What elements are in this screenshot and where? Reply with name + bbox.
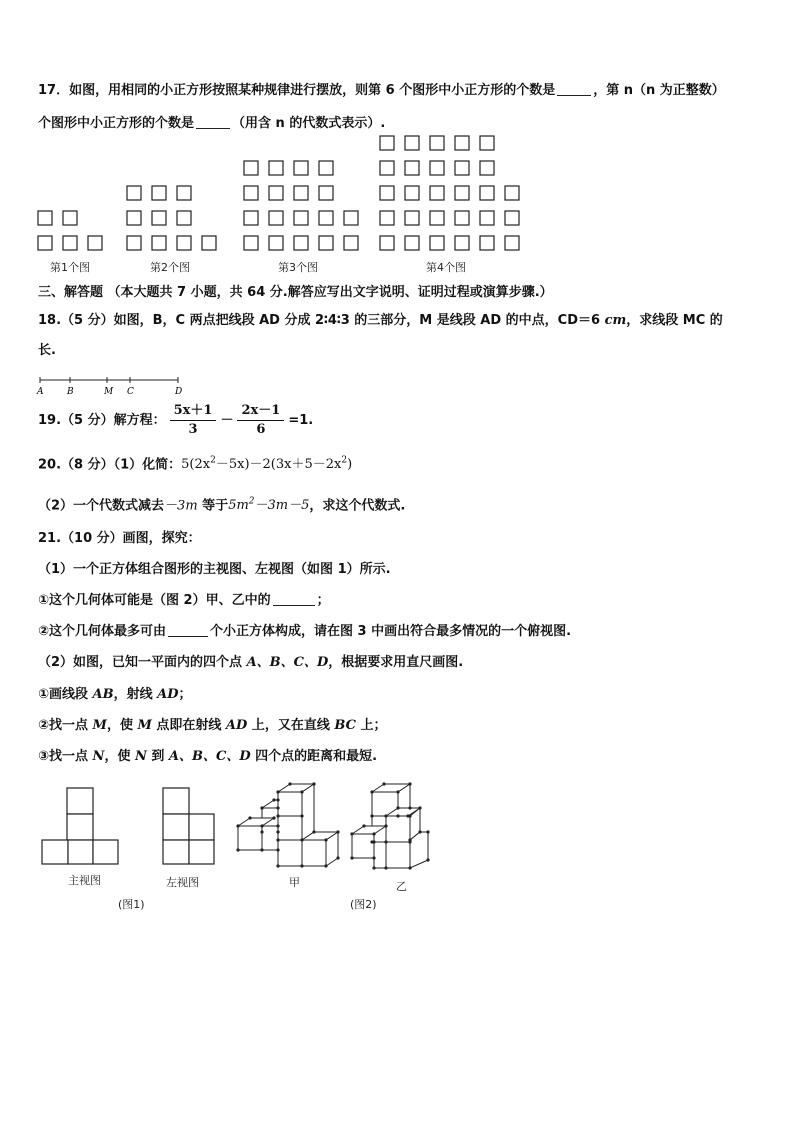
vertex-dot	[260, 806, 263, 809]
pattern-4-square	[455, 186, 469, 200]
pattern-2-square	[202, 236, 216, 250]
vertex-dot	[408, 838, 411, 841]
pattern-1-square	[38, 211, 52, 225]
vertex-dot	[276, 798, 279, 801]
q18-text: 18.（5 分）如图，B，C 两点把线段 AD 分成 2∶4∶3 的三部分，M 是线段 AD 的中点，CD＝6	[38, 313, 605, 328]
q18-text-b: ，求线段 MC 的	[626, 313, 723, 328]
q21-s1-text-c: ；	[178, 687, 192, 702]
pattern-2-square	[152, 211, 166, 225]
vertex-dot	[372, 832, 375, 835]
vertex-dot	[276, 824, 279, 827]
pattern-2-square	[127, 211, 141, 225]
q20-expr-result: $5m^2-3m-5$	[228, 497, 310, 514]
point-label-D: D	[175, 387, 183, 397]
q21-s2-m2: M	[137, 718, 152, 733]
pattern-3-square	[244, 236, 258, 250]
vertex-dot	[426, 830, 429, 833]
q21-s3-points: A、B、C、D	[168, 749, 251, 764]
vertex-dot	[312, 830, 315, 833]
q21-s3-text: ③找一点	[38, 749, 93, 764]
q17-blank-nth[interactable]	[196, 114, 230, 129]
left-view-figure	[163, 788, 214, 864]
section-3-title: 三、解答题 （本大题共 7 小题，共 64 分.解答应写出文字说明、证明过程或演算步骤.）	[38, 285, 553, 300]
vertex-dot	[408, 782, 411, 785]
vertex-dot	[418, 806, 421, 809]
vertex-dot	[408, 806, 411, 809]
point-label-M: M	[104, 387, 114, 397]
q21-p2-text-b: ，根据要求用直尺画图.	[328, 655, 464, 670]
q21-p1: （1）一个正方体组合图形的主视图、左视图（如图 1）所示.	[38, 562, 391, 577]
q20-part1	[38, 451, 352, 475]
q21-s2-m: M	[92, 718, 107, 733]
q19-fraction-1	[170, 402, 217, 439]
q17-caption-1: 第1个图	[50, 261, 90, 274]
vertex-dot	[408, 814, 411, 817]
vertex-dot	[336, 856, 339, 859]
vertex-dot	[300, 838, 303, 841]
q19-text: 19.（5 分）解方程：	[38, 413, 166, 428]
vertex-dot	[276, 848, 279, 851]
vertex-dot	[370, 790, 373, 793]
pattern-2-square	[177, 211, 191, 225]
vertex-dot	[276, 814, 279, 817]
point-label-B: B	[67, 387, 74, 397]
q21-figures	[0, 780, 794, 930]
vertex-dot	[382, 782, 385, 785]
pattern-1-square	[63, 211, 77, 225]
front-view-caption: 主视图	[68, 874, 101, 887]
q17-text-b: ，第 n（n 为正整数）	[593, 83, 725, 98]
pattern-4-square	[430, 136, 444, 150]
pattern-4-square	[430, 186, 444, 200]
q21-s1-text: ①画线段	[38, 687, 93, 702]
q20-expr-a: 5(2x	[181, 457, 211, 473]
q21-p1a-text-b: ；	[316, 593, 330, 608]
figure-2-caption: (图2)	[350, 898, 377, 911]
pattern-3-square	[319, 161, 333, 175]
pattern-4-square	[455, 161, 469, 175]
q19-rhs: =1.	[288, 413, 314, 428]
vertex-dot	[324, 838, 327, 841]
q19-num-2: 2x－1	[237, 402, 284, 421]
pattern-4-square	[505, 236, 519, 250]
pattern-3-square	[344, 211, 358, 225]
q21-p1a-text: ①这个几何体可能是（图 2）甲、乙中的	[38, 593, 271, 608]
vertex-dot	[384, 866, 387, 869]
vertex-dot	[362, 824, 365, 827]
vertex-dot	[300, 864, 303, 867]
q20-part2	[38, 492, 405, 516]
yi-caption: 乙	[396, 880, 407, 893]
q19-den-1: 3	[188, 422, 198, 437]
vertex-dot	[372, 866, 375, 869]
pattern-2-square	[177, 236, 191, 250]
vertex-dot	[288, 782, 291, 785]
q20-expr-rest: －3m－5	[254, 498, 310, 514]
q21-step1	[38, 685, 192, 705]
pattern-3-square	[269, 186, 283, 200]
pattern-3-square	[294, 186, 308, 200]
pattern-4-square	[405, 161, 419, 175]
q17-caption-3: 第3个图	[278, 261, 318, 274]
pattern-4-square	[455, 211, 469, 225]
q21-s2-bc: BC	[334, 718, 356, 733]
q20-part2-text: （2）一个代数式减去	[38, 498, 165, 514]
vertex-dot	[418, 830, 421, 833]
point-label-C: C	[127, 387, 134, 397]
pattern-1-square	[38, 236, 52, 250]
vertex-dot	[260, 848, 263, 851]
q21-s3-text-d: 四个点的距离和最短.	[250, 749, 378, 764]
q21-title: 21.（10 分）画图，探究：	[38, 531, 201, 546]
pattern-3-square	[269, 236, 283, 250]
jia-caption: 甲	[289, 876, 300, 889]
q19-fraction-2	[237, 402, 284, 439]
vertex-dot	[260, 830, 263, 833]
q21-s2-text-c: 点即在射线	[151, 718, 226, 733]
vertex-dot	[248, 816, 251, 819]
pattern-3-square	[269, 211, 283, 225]
q21-blank-shape[interactable]	[273, 591, 315, 606]
q17-caption-2: 第2个图	[150, 261, 190, 274]
pattern-4-square	[405, 136, 419, 150]
vertex-dot	[396, 806, 399, 809]
vertex-dot	[350, 856, 353, 859]
vertex-dot	[312, 782, 315, 785]
pattern-3-square	[294, 236, 308, 250]
q21-p2-points: A、B、C、D	[246, 655, 329, 670]
q21-p1a	[38, 591, 330, 611]
pattern-4-square	[380, 136, 394, 150]
point-label-A: A	[37, 387, 44, 397]
pattern-4-square	[480, 236, 494, 250]
q20-expression: $5(2x^2-5x)-2(3x+5-2x^2)$	[181, 456, 353, 473]
pattern-3-square	[319, 236, 333, 250]
left-view-caption: 左视图	[166, 876, 199, 889]
pattern-4-square	[405, 211, 419, 225]
vertex-dot	[396, 814, 399, 817]
pattern-4-square	[405, 236, 419, 250]
q19-num-1: 5x＋1	[170, 402, 217, 421]
vertex-dot	[236, 824, 239, 827]
pattern-3-square	[244, 161, 258, 175]
q21-p1b-text: ②这个几何体最多可由	[38, 624, 167, 639]
pattern-4-square	[380, 186, 394, 200]
q21-s3-n: N	[92, 749, 105, 764]
pattern-4-square	[480, 211, 494, 225]
pattern-4-square	[380, 161, 394, 175]
pattern-4-square	[430, 236, 444, 250]
vertex-dot	[426, 858, 429, 861]
figure-1-caption: (图1)	[118, 898, 145, 911]
pattern-4-square	[430, 211, 444, 225]
pattern-4-square	[405, 186, 419, 200]
pattern-3-square	[319, 186, 333, 200]
q21-s1-ab: AB	[92, 687, 114, 702]
q18-line1	[38, 311, 723, 331]
vertex-dot	[272, 798, 275, 801]
pattern-3-square	[319, 211, 333, 225]
q20-part2-text-b: 等于	[197, 498, 229, 514]
pattern-4-square	[380, 236, 394, 250]
q20-expr-minus3m: －3m	[164, 498, 198, 514]
q17-text: 17．如图，用相同的小正方形按照某种规律进行摆放，则第 6 个图形中小正方形的个数是	[38, 83, 556, 98]
front-view-figure	[42, 788, 118, 864]
pattern-4-square	[455, 136, 469, 150]
pattern-4-square	[505, 211, 519, 225]
pattern-4-square	[480, 136, 494, 150]
pattern-4-square	[505, 186, 519, 200]
vertex-dot	[276, 864, 279, 867]
q21-s3-text-b: ，使	[104, 749, 135, 764]
pattern-2-square	[152, 186, 166, 200]
q18-unit: cm	[604, 313, 627, 328]
vertex-dot	[276, 838, 279, 841]
q21-s2-ad: AD	[225, 718, 248, 733]
q17-text-c: 个图形中小正方形的个数是	[38, 116, 195, 131]
pattern-3-square	[344, 236, 358, 250]
pattern-3-square	[244, 186, 258, 200]
vertex-dot	[350, 832, 353, 835]
jia-cube-figure	[238, 784, 338, 866]
pattern-3-square	[244, 211, 258, 225]
q20-text: 20.（8 分）（1）化简：	[38, 457, 182, 473]
q21-s2-text-e: 上；	[355, 718, 387, 733]
vertex-dot	[384, 840, 387, 843]
vertex-dot	[272, 816, 275, 819]
vertex-dot	[300, 790, 303, 793]
q20-expr-c: )	[347, 457, 353, 473]
vertex-dot	[324, 864, 327, 867]
pattern-4-square	[430, 161, 444, 175]
q21-blank-count[interactable]	[168, 622, 208, 637]
q21-p1b-text-b: 个小正方体构成，请在图 3 中画出符合最多情况的一个俯视图.	[210, 624, 572, 639]
q20-expr-5m: 5m	[228, 498, 249, 514]
pattern-2-square	[127, 236, 141, 250]
pattern-2-square	[127, 186, 141, 200]
q21-s2-text-d: 上，又在直线	[247, 718, 335, 733]
q21-s2-text-b: ，使	[106, 718, 138, 733]
pattern-3-square	[269, 161, 283, 175]
q21-s3-text-c: 到	[146, 749, 169, 764]
q21-s1-ad: AD	[157, 687, 179, 702]
q17-caption-4: 第4个图	[426, 261, 466, 274]
vertex-dot	[372, 840, 375, 843]
vertex-dot	[300, 814, 303, 817]
pattern-4-square	[480, 161, 494, 175]
pattern-1-square	[88, 236, 102, 250]
vertex-dot	[372, 856, 375, 859]
q21-step3	[38, 747, 377, 767]
q21-s1-text-b: ，射线	[113, 687, 158, 702]
pattern-4-square	[455, 236, 469, 250]
q18-segment-figure	[0, 370, 200, 400]
q19-den-2: 6	[256, 422, 266, 437]
pattern-4-square	[380, 211, 394, 225]
pattern-4-square	[480, 186, 494, 200]
vertex-dot	[276, 806, 279, 809]
pattern-3-square	[294, 211, 308, 225]
q20-part2-text-c: ，求这个代数式.	[309, 498, 406, 514]
vertex-dot	[408, 866, 411, 869]
vertex-dot	[260, 824, 263, 827]
pattern-3-square	[294, 161, 308, 175]
pattern-1-square	[63, 236, 77, 250]
q19-minus: －	[220, 413, 234, 428]
q17-blank-6th[interactable]	[557, 81, 591, 96]
q21-p1b	[38, 622, 571, 642]
pattern-2-square	[177, 186, 191, 200]
vertex-dot	[396, 790, 399, 793]
vertex-dot	[384, 824, 387, 827]
q18-line2: 长.	[38, 343, 56, 358]
q20-expr-b: －5x)－2(3x＋5－2x	[215, 457, 342, 473]
pattern-2-square	[152, 236, 166, 250]
q17-text-d: （用含 n 的代数式表示）.	[232, 116, 386, 131]
vertex-dot	[384, 814, 387, 817]
q21-s2-text: ②找一点	[38, 718, 93, 733]
q17-line1	[38, 81, 725, 101]
vertex-dot	[336, 830, 339, 833]
vertex-dot	[236, 848, 239, 851]
vertex-dot	[276, 830, 279, 833]
vertex-dot	[370, 814, 373, 817]
q17-line2	[38, 114, 385, 134]
q17-figure	[0, 138, 794, 298]
q21-s3-n2: N	[134, 749, 147, 764]
q19-line	[38, 402, 313, 440]
vertex-dot	[276, 790, 279, 793]
q21-p2-text: （2）如图，已知一平面内的四个点	[38, 655, 247, 670]
q21-p2	[38, 653, 463, 673]
q21-step2	[38, 716, 386, 736]
